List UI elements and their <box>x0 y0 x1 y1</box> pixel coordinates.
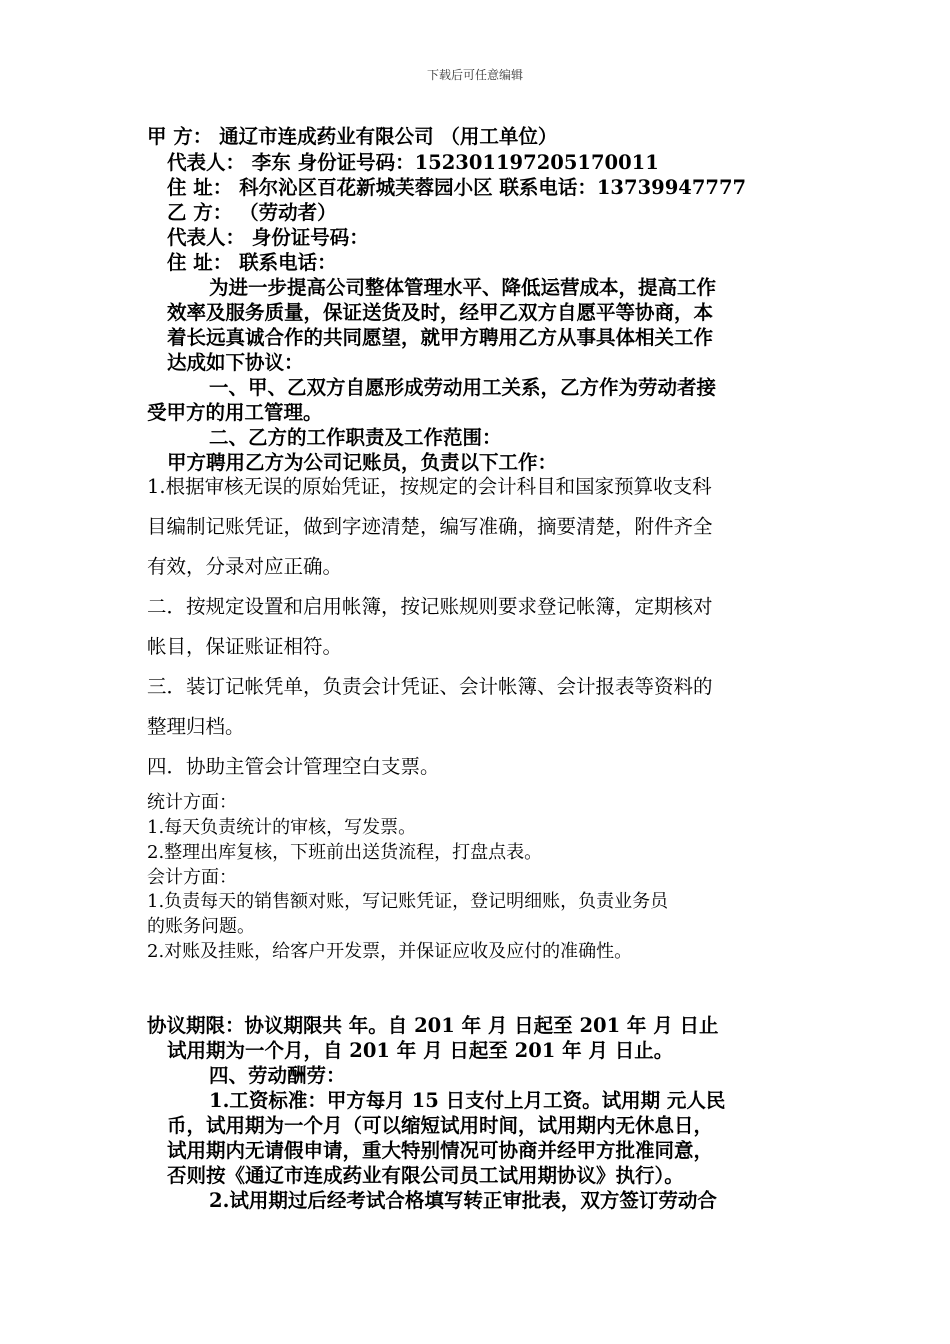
stats-line: 会计方面： <box>147 867 237 888</box>
stats-line: 的账务问题。 <box>147 916 255 937</box>
party-b-address: 住 址： 联系电话： <box>167 251 337 274</box>
party-a-address: 住 址： 科尔沁区百花新城芙蓉园小区 联系电话：13739947777 <box>167 176 747 199</box>
term-line: 协议期限：协议期限共 年。自 201 年 月 日起至 201 年 月 日止 <box>147 1014 719 1037</box>
intro-line: 着长远真诚合作的共同愿望，就甲方聘用乙方从事具体相关工作 <box>167 326 714 349</box>
party-a-line: 甲 方： 通辽市连成药业有限公司 （用工单位） <box>147 125 558 148</box>
page-header: 下载后可任意编辑 <box>426 68 523 82</box>
duty-line: 四．协助主管会计管理空白支票。 <box>147 755 440 778</box>
clause-1-line: 一、甲、乙双方自愿形成劳动用工关系，乙方作为劳动者接 <box>209 376 717 399</box>
clause-4-title: 四、劳动酬劳： <box>209 1064 346 1087</box>
intro-line: 为进一步提高公司整体管理水平、降低运营成本，提高工作 <box>209 276 717 299</box>
duty-line: 整理归档。 <box>147 715 245 738</box>
clause-1-line: 受甲方的用工管理。 <box>147 401 323 424</box>
party-a-representative: 代表人： 李东 身份证号码：152301197205170011 <box>167 151 659 174</box>
pay-line: 1.工资标准：甲方每月 15 日支付上月工资。试用期 元人民 <box>209 1089 726 1112</box>
clause-2-subtitle: 甲方聘用乙方为公司记账员，负责以下工作： <box>167 451 558 474</box>
duty-line: 帐目，保证账证相符。 <box>147 635 343 658</box>
pay-line: 币，试用期为一个月（可以缩短试用时间，试用期内无休息日， <box>167 1114 714 1137</box>
intro-line: 达成如下协议： <box>167 351 304 374</box>
pay-line: 试用期内无请假申请，重大特别情况可协商并经甲方批准同意， <box>167 1139 714 1162</box>
party-b-representative: 代表人： 身份证号码： <box>167 226 369 249</box>
stats-line: 2.整理出库复核，下班前出送货流程，打盘点表。 <box>147 842 543 863</box>
pay-line: 否则按《通辽市连成药业有限公司员工试用期协议》执行）。 <box>167 1164 684 1187</box>
stats-line: 2.对账及挂账，给客户开发票，并保证应收及应付的准确性。 <box>147 941 633 962</box>
stats-line: 1.负责每天的销售额对账，写记账凭证，登记明细账，负责业务员 <box>147 891 669 912</box>
intro-line: 效率及服务质量，保证送货及时，经甲乙双方自愿平等协商，本 <box>167 301 714 324</box>
duty-line: 三．装订记帐凭单，负责会计凭证、会计帐簿、会计报表等资料的 <box>147 675 713 698</box>
stats-line: 统计方面： <box>147 792 237 813</box>
duty-line: 二．按规定设置和启用帐簿，按记账规则要求登记帐簿，定期核对 <box>147 595 713 618</box>
duty-line: 有效，分录对应正确。 <box>147 555 343 578</box>
stats-line: 1.每天负责统计的审核，写发票。 <box>147 817 417 838</box>
duty-line: 目编制记账凭证，做到字迹清楚，编写准确，摘要清楚，附件齐全 <box>147 515 713 538</box>
clause-2-title: 二、乙方的工作职责及工作范围： <box>209 426 502 449</box>
pay-line: 2.试用期过后经考试合格填写转正审批表，双方签订劳动合 <box>209 1189 717 1212</box>
term-line: 试用期为一个月，自 201 年 月 日起至 201 年 月 日止。 <box>167 1039 674 1062</box>
party-b-line: 乙 方： （劳动者） <box>167 201 337 224</box>
duty-line: 1.根据审核无误的原始凭证，按规定的会计科目和国家预算收支科 <box>147 475 712 498</box>
